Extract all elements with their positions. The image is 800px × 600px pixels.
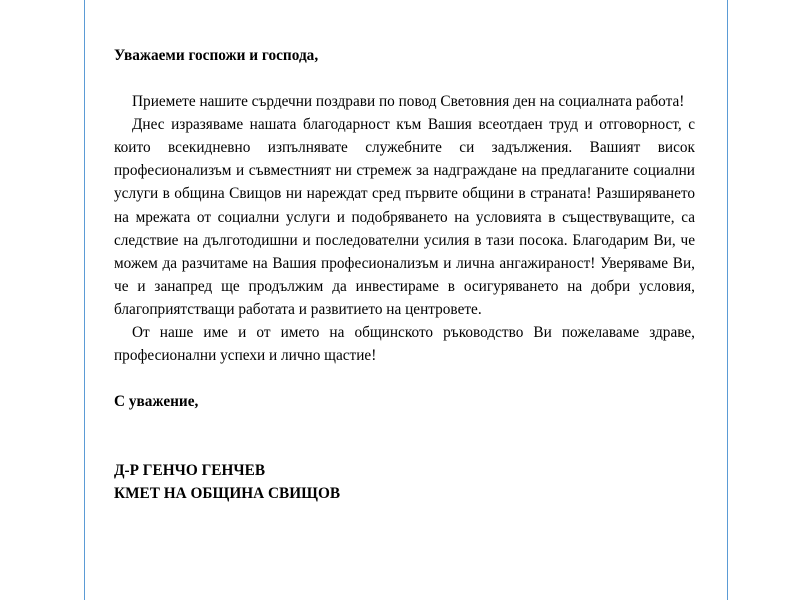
page-border-left	[84, 0, 85, 600]
letter-body	[114, 44, 695, 505]
letter-closing: С уважение,	[114, 393, 199, 411]
letter-paragraph-1: Приемете нашите сърдечни поздрави по повод Световния ден на социалната работа!	[132, 93, 685, 111]
signature-name: Д-Р ГЕНЧО ГЕНЧЕВ	[114, 462, 266, 480]
page-border-right	[727, 0, 728, 600]
letter-paragraph-3: От наше име и от името на общинското ръководство Ви пожелаваме здраве, професионални успехи и лично щастие!	[114, 324, 695, 365]
signature-title: КМЕТ НА ОБЩИНА СВИЩОВ	[114, 485, 341, 503]
letter-greeting: Уважаеми госпожи и господа,	[114, 47, 319, 64]
letter-paragraph-2: Днес изразяваме нашата благодарност към Вашия всеотдаен труд и отговорност, с които всекидневно изпълнявате служебните си задължения. Вашият висок професионализъм и съвместният ни стремеж за надграждане на предлаганите социални услуги в община Свищов ни нареждат сред първите общини в страната! Разширяването на мрежата от социални услуги и подобряването на условията в съществуващите, са следствие на дълготодишни и последователни усилия в тази посока. Благодарим Ви, че можем да разчитаме на Вашия професионализъм и лична ангажираност! Уверяваме Ви, че и занапред ще продължим да инвестираме в осигуряването на добри условия, благоприятстващи работата и развитието на центровете.	[114, 116, 695, 318]
